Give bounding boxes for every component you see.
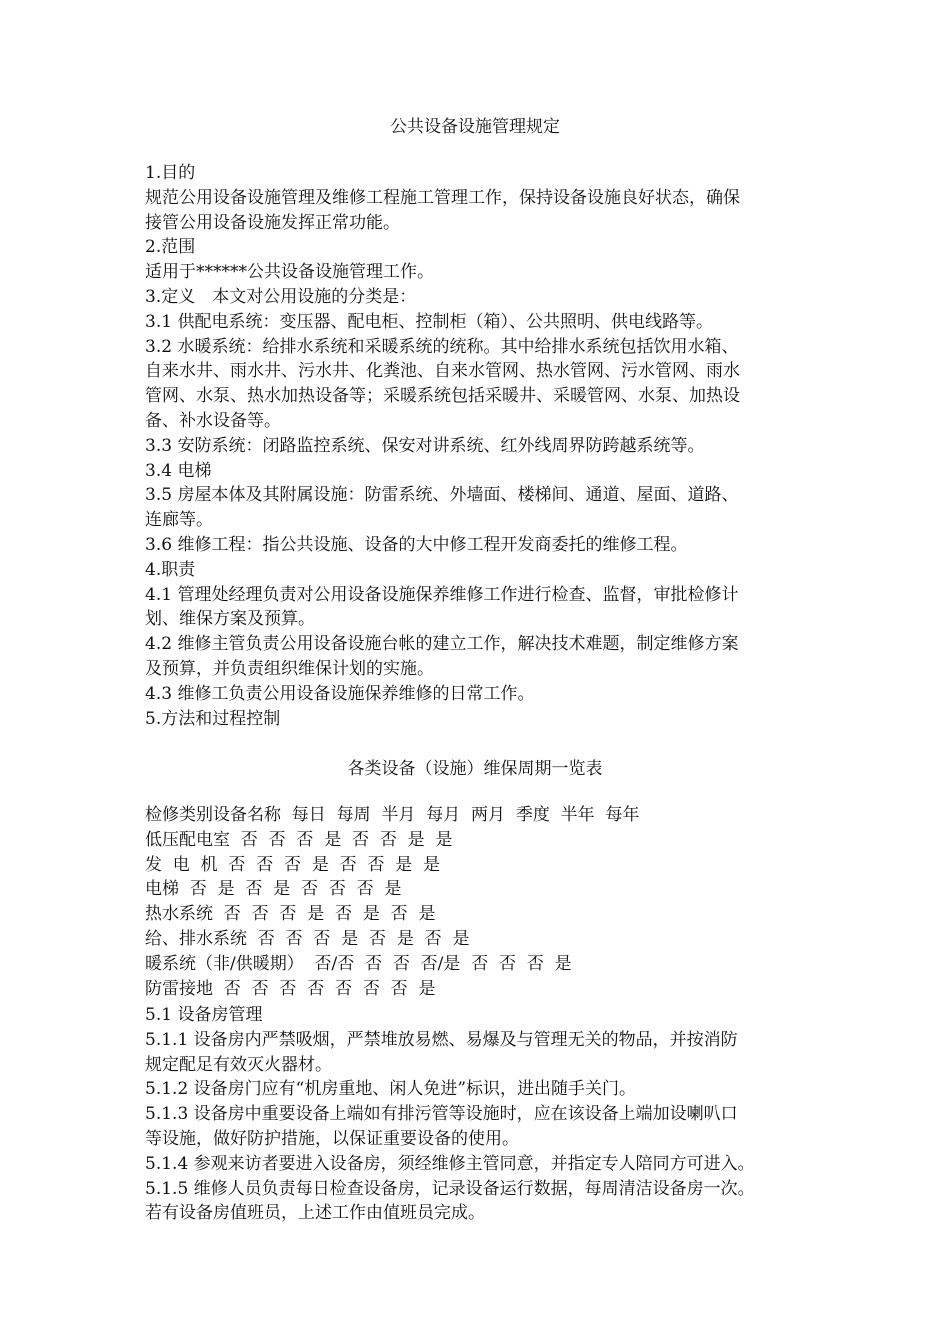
table-row-line: 防雷接地 否 否 否 否 否 否 否 是 <box>145 978 436 999</box>
text-line: 规定配足有效灭火器材。 <box>145 1054 332 1075</box>
table-header-line: 检修类别设备名称 每日 每周 半月 每月 两月 季度 半年 每年 <box>145 805 640 825</box>
text-line: 4.3 维修工负责公用设备设施保养维修的日常工作。 <box>145 683 535 704</box>
text-line: 3.3 安防系统：闭路监控系统、保安对讲系统、红外线周界防跨越系统等。 <box>145 435 705 456</box>
text-line: 若有设备房值班员，上述工作由值班员完成。 <box>145 1203 485 1224</box>
table-row-line: 电梯 否 是 否 是 否 否 否 是 <box>145 879 402 900</box>
text-line: 自来水井、雨水井、污水井、化粪池、自来水管网、热水管网、污水管网、雨水 <box>145 361 740 382</box>
text-line: 5.1.5 维修人员负责每日检查设备房，记录设备运行数据，每周清洁设备房一次。 <box>145 1178 755 1199</box>
text-line: 3.1 供配电系统：变压器、配电柜、控制柜（箱）、公共照明、供电线路等。 <box>145 311 713 332</box>
text-line: 3.6 维修工程：指公共设施、设备的大中修工程开发商委托的维修工程。 <box>145 534 688 555</box>
section-top <box>145 161 810 731</box>
text-line: 连廊等。 <box>145 510 213 531</box>
text-line: 备、补水设备等。 <box>145 410 281 431</box>
text-line: 4.2 维修主管负责公用设备设施台帐的建立工作，解决技术难题，制定维修方案 <box>145 634 739 655</box>
document-title: 公共设备设施管理规定 <box>390 117 560 137</box>
maintenance-table-text <box>145 803 810 1001</box>
text-line: 4.职责 <box>145 559 196 580</box>
text-line: 5.1 设备房管理 <box>145 1005 263 1025</box>
table-title: 各类设备（设施）维保周期一览表 <box>347 759 603 779</box>
text-line: 4.1 管理处经理负责对公用设备设施保养维修工作进行检查、监督，审批检修计 <box>145 584 739 605</box>
text-line: 1.目的 <box>145 163 196 183</box>
text-line: 3.4 电梯 <box>145 460 212 481</box>
text-line: 规范公用设备设施管理及维修工程施工管理工作，保持设备设施良好状态，确保 <box>145 187 740 208</box>
text-line: 接管公用设备设施发挥正常功能。 <box>145 212 400 233</box>
text-line: 5.1.2 设备房门应有“机房重地、闲人免进”标识，进出随手关门。 <box>145 1079 637 1100</box>
section-bottom <box>145 1003 810 1226</box>
table-row-line: 低压配电室 否 否 否 是 否 否 是 是 <box>145 829 453 850</box>
text-line: 5.1.3 设备房中重要设备上端如有排污管等设施时，应在该设备上端加设喇叭口 <box>145 1104 738 1125</box>
text-line: 5.方法和过程控制 <box>145 708 281 729</box>
table-row-line: 发 电 机 否 否 否 是 否 否 是 是 <box>145 854 441 875</box>
text-line: 适用于******公共设备设施管理工作。 <box>145 262 434 283</box>
text-line: 及预算，并负责组织维保计划的实施。 <box>145 658 434 679</box>
text-line: 管网、水泵、热水加热设备等；采暖系统包括采暖井、采暖管网、水泵、加热设 <box>145 386 740 407</box>
table-row-line: 给、排水系统 否 否 否 是 否 是 否 是 <box>145 928 470 949</box>
table-row-line: 暖系统（非/供暖期） 否/否 否 否 否/是 否 否 否 是 <box>145 953 572 974</box>
text-line: 5.1.1 设备房内严禁吸烟，严禁堆放易燃、易爆及与管理无关的物品，并按消防 <box>145 1029 738 1050</box>
text-line: 等设施，做好防护措施，以保证重要设备的使用。 <box>145 1128 519 1149</box>
table-row-line: 热水系统 否 否 否 是 否 是 否 是 <box>145 904 436 925</box>
text-line: 2.范围 <box>145 237 196 258</box>
text-line: 5.1.4 参观来访者要进入设备房，须经维修主管同意，并指定专人陪同方可进入。 <box>145 1153 755 1174</box>
text-line: 3.定义 本文对公用设施的分类是： <box>145 286 417 307</box>
text-line: 3.2 水暖系统：给排水系统和采暖系统的统称。其中给排水系统包括饮用水箱、 <box>145 336 739 357</box>
text-line: 划、维保方案及预算。 <box>145 609 315 630</box>
text-line: 3.5 房屋本体及其附属设施：防雷系统、外墙面、楼梯间、通道、屋面、道路、 <box>145 485 739 506</box>
